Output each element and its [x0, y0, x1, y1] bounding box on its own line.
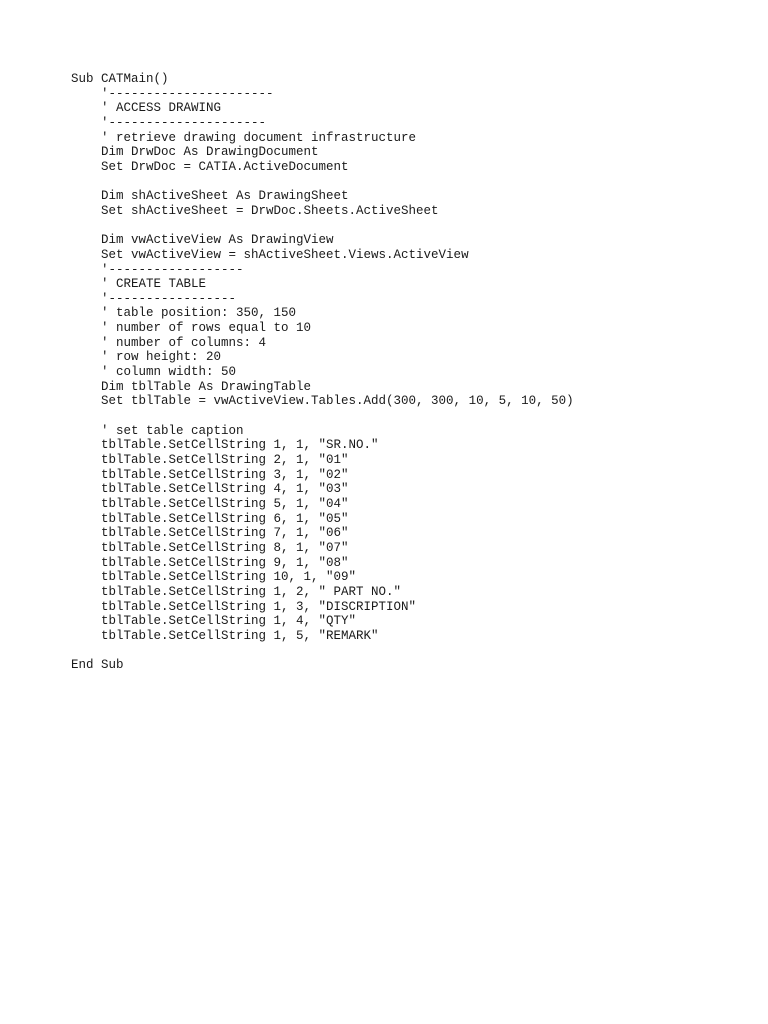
code-line: tblTable.SetCellString 10, 1, "09" — [71, 570, 357, 585]
code-line: Sub CATMain() — [71, 72, 169, 86]
code-line: tblTable.SetCellString 6, 1, "05" — [71, 511, 349, 526]
code-line: ' table position: 350, 150 — [71, 306, 297, 321]
code-line — [71, 175, 574, 190]
code-line: '---------------------- — [71, 86, 274, 101]
code-line: ' CREATE TABLE — [71, 277, 207, 292]
code-line: ' row height: 20 — [71, 350, 222, 365]
code-line: tblTable.SetCellString 7, 1, "06" — [71, 526, 349, 541]
code-line: tblTable.SetCellString 9, 1, "08" — [71, 555, 349, 570]
code-line: ' number of columns: 4 — [71, 335, 267, 350]
code-line: Dim shActiveSheet As DrawingSheet — [71, 189, 349, 204]
code-line: Set tblTable = vwActiveView.Tables.Add(300, 300, 10, 5, 10, 50) — [71, 394, 574, 409]
code-line: '------------------ — [71, 262, 244, 277]
code-line: tblTable.SetCellString 4, 1, "03" — [71, 482, 349, 497]
code-line: Set vwActiveView = shActiveSheet.Views.ActiveView — [71, 247, 469, 262]
code-line: Set DrwDoc = CATIA.ActiveDocument — [71, 159, 349, 174]
code-line: End Sub — [71, 658, 124, 673]
code-line: ' column width: 50 — [71, 365, 237, 380]
code-line: '----------------- — [71, 291, 237, 306]
code-line — [71, 409, 574, 424]
code-line: tblTable.SetCellString 1, 2, " PART NO." — [71, 584, 402, 599]
code-line: tblTable.SetCellString 1, 3, "DISCRIPTION" — [71, 599, 417, 614]
code-line: Dim vwActiveView As DrawingView — [71, 233, 334, 248]
code-line: Dim DrwDoc As DrawingDocument — [71, 145, 319, 160]
code-line: tblTable.SetCellString 5, 1, "04" — [71, 496, 349, 511]
code-line — [71, 644, 574, 659]
code-line: tblTable.SetCellString 1, 1, "SR.NO." — [71, 438, 379, 453]
code-line: ' retrieve drawing document infrastructure — [71, 130, 417, 145]
code-line: '--------------------- — [71, 115, 267, 130]
code-line: tblTable.SetCellString 1, 5, "REMARK" — [71, 628, 379, 643]
code-line — [71, 219, 574, 234]
code-line: tblTable.SetCellString 8, 1, "07" — [71, 540, 349, 555]
code-line: ' set table caption — [71, 423, 244, 438]
code-line: Set shActiveSheet = DrwDoc.Sheets.ActiveSheet — [71, 203, 439, 218]
code-line: tblTable.SetCellString 1, 4, "QTY" — [71, 614, 357, 629]
code-line: ' ACCESS DRAWING — [71, 101, 222, 116]
code-line: tblTable.SetCellString 2, 1, "01" — [71, 453, 349, 468]
code-line: Dim tblTable As DrawingTable — [71, 379, 312, 394]
code-line: tblTable.SetCellString 3, 1, "02" — [71, 467, 349, 482]
code-listing — [71, 72, 574, 673]
code-line: ' number of rows equal to 10 — [71, 321, 312, 336]
